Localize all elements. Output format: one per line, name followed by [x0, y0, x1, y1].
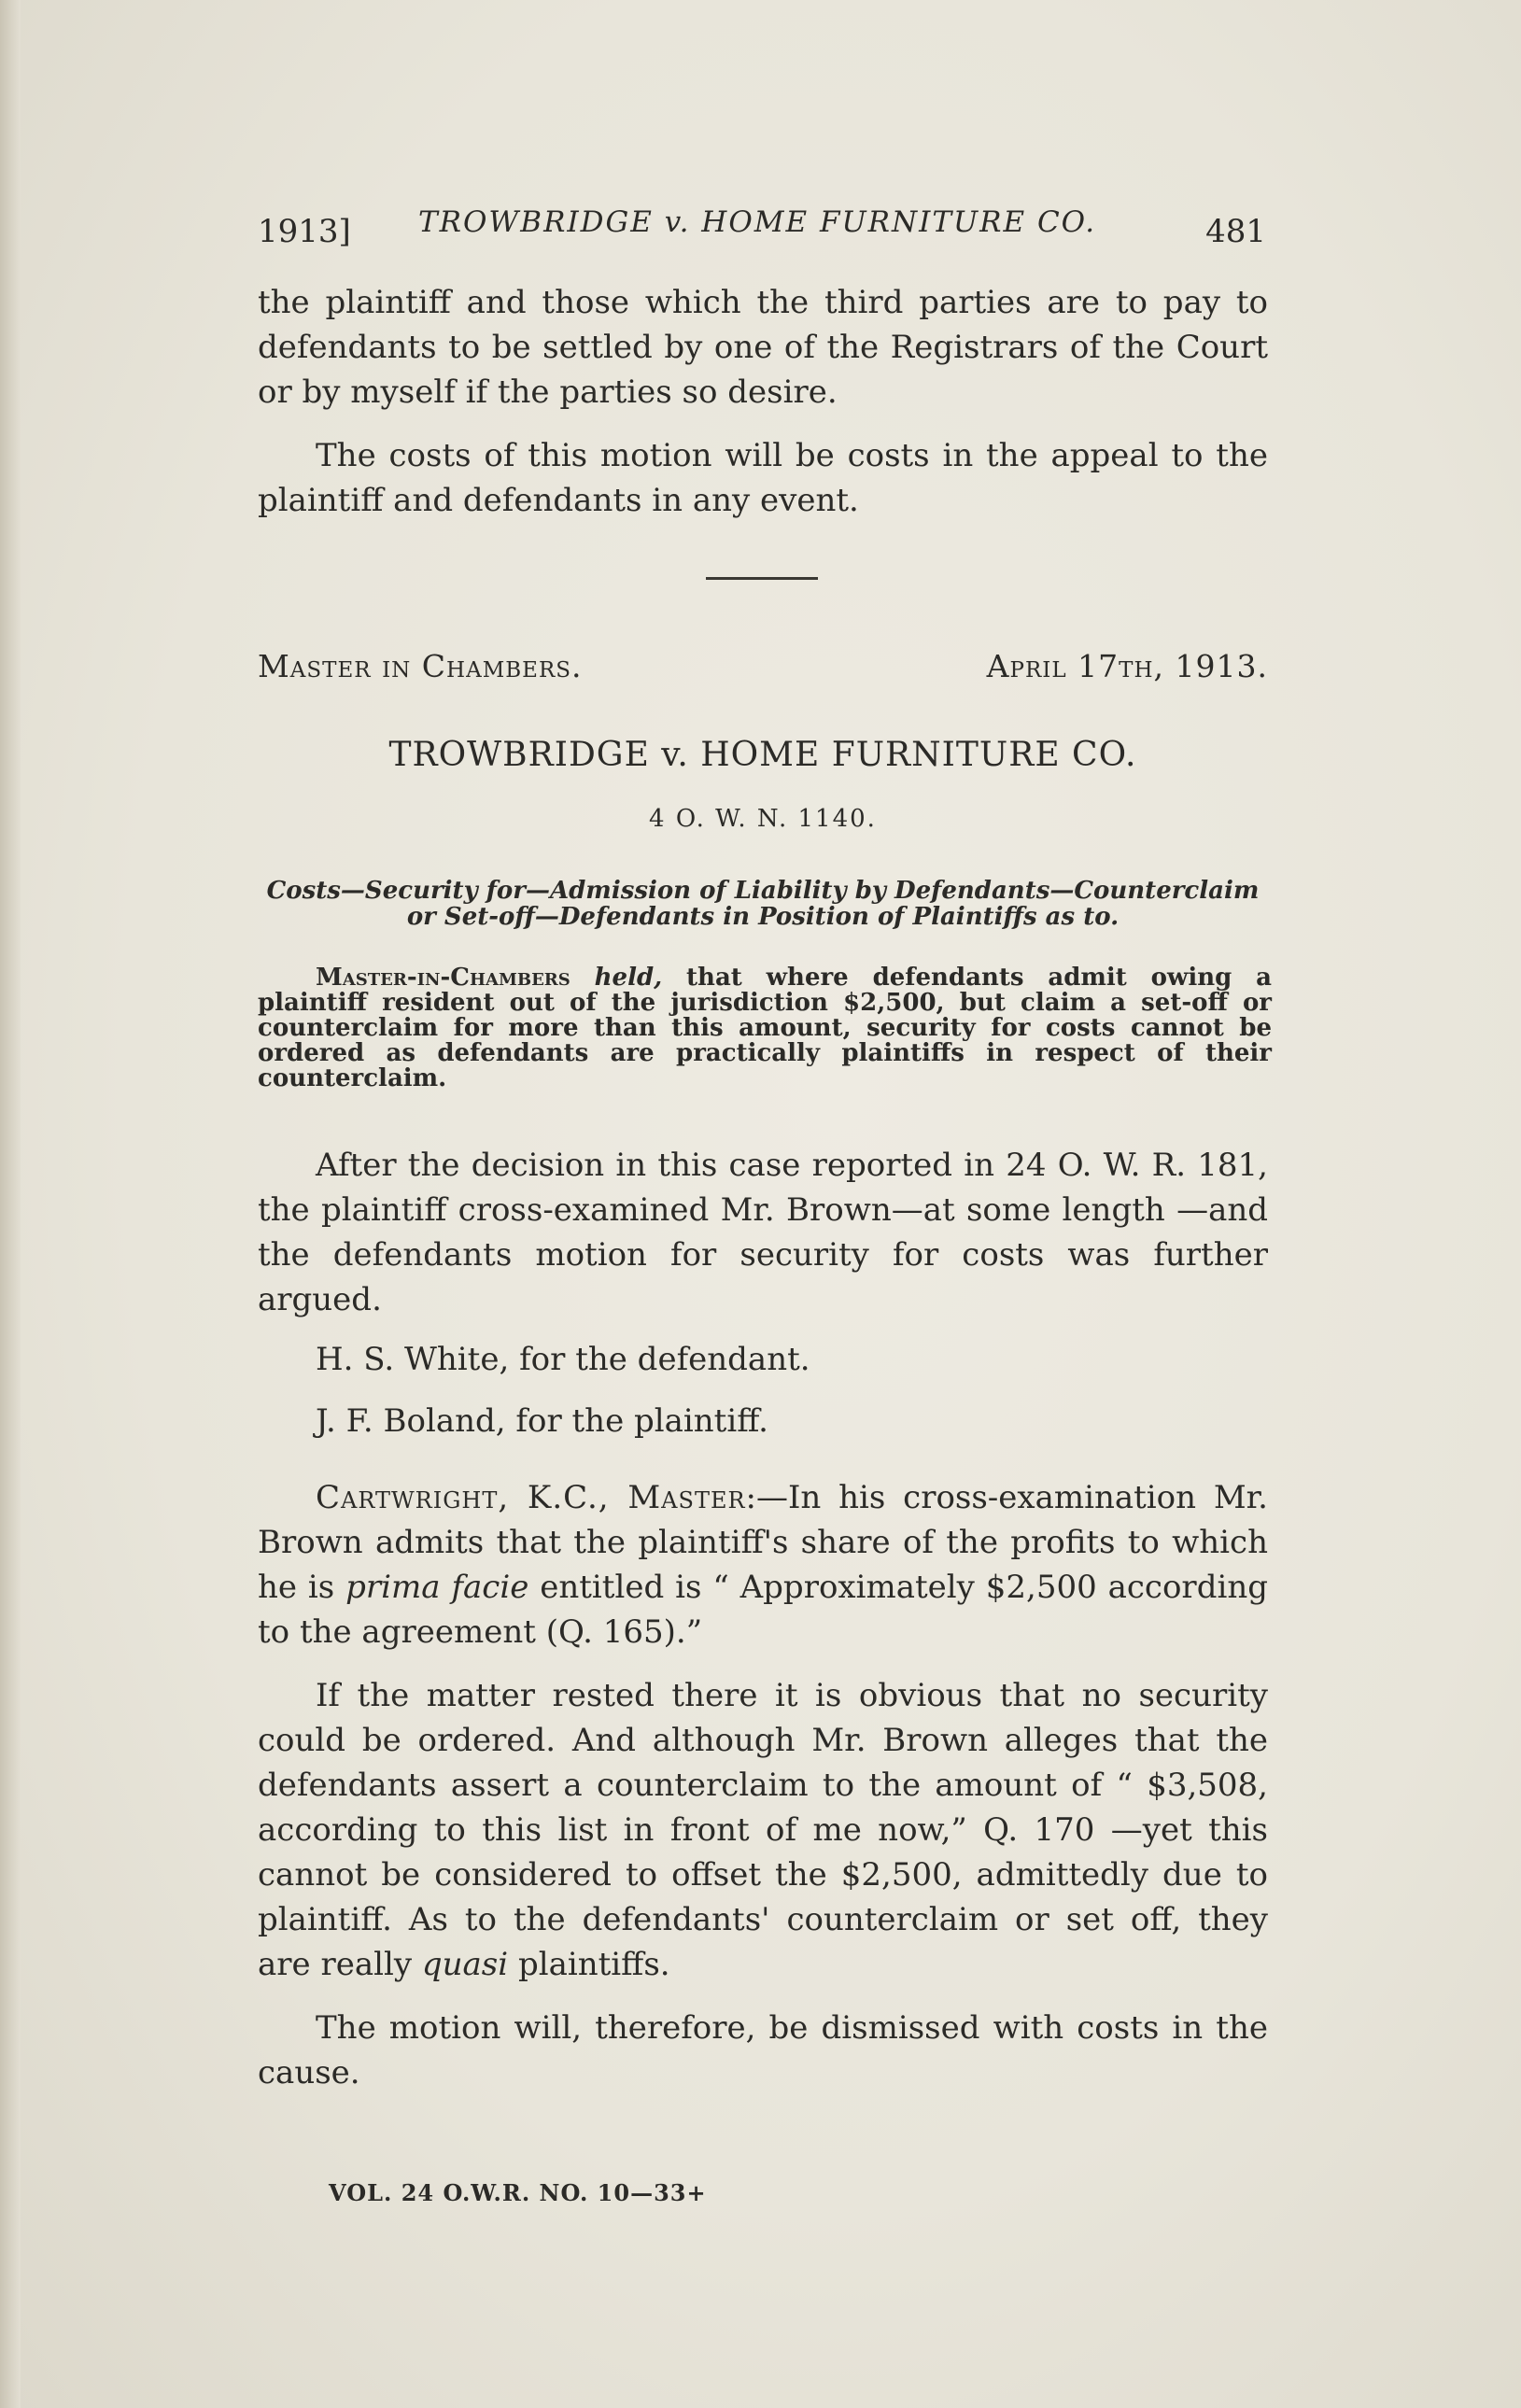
counsel-plaintiff: J. F. Boland, for the plaintiff. — [316, 1402, 768, 1440]
footer-signature: VOL. 24 O.W.R. NO. 10—33+ — [329, 2179, 707, 2206]
headnote: Costs—Security for—Admission of Liability by Defendants—Counterclaim or Set-off—Defendants in Position of Plaintiffs as to. — [266, 877, 1260, 931]
judgment-paragraph-3: The motion will, therefore, be dismissed with costs in the cause. — [258, 2009, 1268, 2091]
held-summary — [258, 965, 1272, 1091]
decision-date: April 17th, 1913. — [986, 648, 1268, 684]
held-lead: Master-in-Chambers — [316, 964, 570, 992]
section-divider — [706, 577, 818, 580]
citation: 4 O. W. N. 1140. — [649, 805, 877, 833]
carryover-paragraph-1: the plaintiff and those which the third parties are to pay to defendants to be settled by one of the Registrars of the Court or by myself if the parties so desire. — [258, 284, 1268, 411]
court-name: Master in Chambers. — [258, 648, 583, 684]
book-spine-shadow — [0, 0, 21, 2408]
court-line — [258, 648, 1268, 695]
judgment-paragraph-2: If the matter rested there it is obvious that no security could be ordered. And although Mr. Brown alleges that the defendants assert a counterclaim to the amount of “ $3,508, according to this list in front of me now,” Q. 170 —yet this cannot be considered to offset the $2,500, admittedly due to plaintiff. As to the defendants' counterclaim or set off, they are really quasi plaintiffs. — [258, 1677, 1268, 1983]
page-number: 481 — [1205, 213, 1266, 250]
case-title: TROWBRIDGE v. HOME FURNITURE CO. — [388, 736, 1137, 774]
judgment-block — [258, 1475, 1268, 2114]
header-running-title: TROWBRIDGE v. HOME FURNITURE CO. — [418, 205, 1097, 239]
intro-paragraph: After the decision in this case reported in 24 O. W. R. 181, the plaintiff cross-examined Mr. Brown—at some length —and the defendants motion for security for costs was further argued. — [258, 1147, 1268, 1318]
header-year: 1913] — [258, 213, 351, 250]
carryover-paragraph-2: The costs of this motion will be costs in the appeal to the plaintiff and defendants in any event. — [258, 437, 1268, 519]
held-text: that where defendants admit owing a plaintiff resident out of the jurisdiction $2,500, but claim a set-off or counterclaim for more than this amount, security for costs cannot be ordered as defendants are practically plaintiffs in respect of their counterclaim. — [258, 964, 1272, 1092]
judge-name: Cartwright, K.C., Master — [316, 1479, 746, 1516]
intro-block — [258, 1143, 1268, 1341]
held-word: held, — [594, 964, 663, 992]
carryover-text — [258, 280, 1268, 542]
counsel-defendant: H. S. White, for the defendant. — [316, 1341, 810, 1378]
judgment-paragraph-1: Cartwright, K.C., Master:—In his cross-examination Mr. Brown admits that the plaintiff's share of the profits to which he is prima facie entitled is “ Approximately $2,500 according to the agreement (Q. 165).” — [258, 1479, 1268, 1651]
running-header — [258, 204, 1266, 260]
